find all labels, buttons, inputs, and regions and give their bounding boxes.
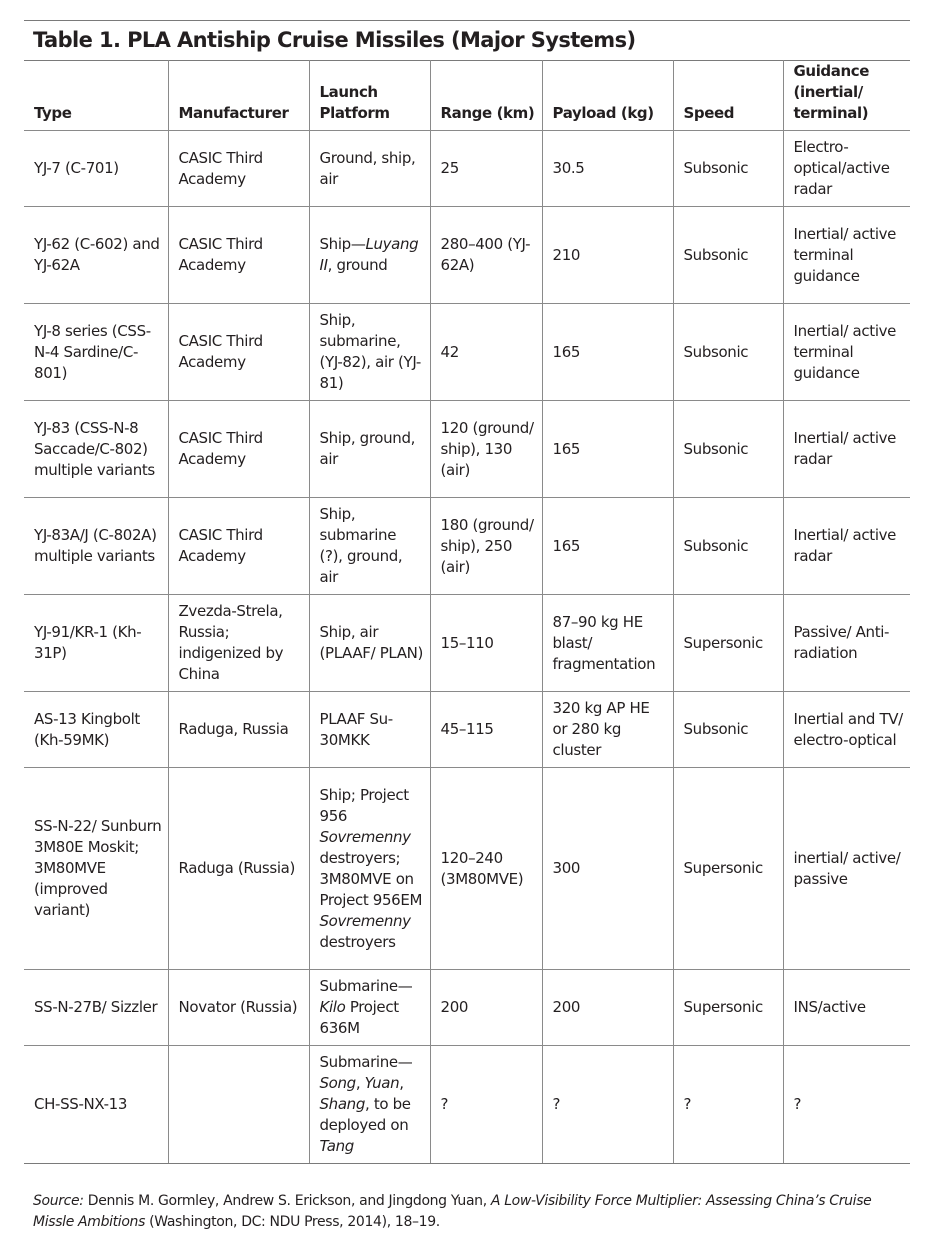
cell-launch-platform: [309, 304, 430, 401]
text-segment: Submarine—: [319, 977, 413, 995]
source-note: [33, 1191, 913, 1233]
cell-type-text: SS-N-27B/ Sizzler: [34, 998, 158, 1016]
cell-guidance: [783, 498, 910, 595]
table-row: [24, 768, 910, 970]
cell-speed-text: Supersonic: [683, 859, 763, 877]
cell-launch-platform: [309, 498, 430, 595]
cell-manufacturer-text: CASIC Third Academy: [178, 235, 263, 274]
text-segment: destroyers: [319, 932, 396, 951]
cell-payload-text: 165: [552, 439, 581, 458]
italic-name: Kilo: [319, 998, 346, 1016]
cell-speed-text: Subsonic: [683, 245, 749, 264]
text-segment: Project 636M: [319, 998, 399, 1037]
cell-guidance: [783, 692, 910, 768]
text-segment: Ship—: [319, 235, 366, 253]
cell-payload-text: 165: [552, 536, 581, 555]
table-row: [24, 131, 910, 207]
header-row: [24, 61, 910, 131]
cell-range-text: 42: [440, 342, 459, 361]
cell-range-text: 180 (ground/ ship), 250 (air): [440, 515, 534, 576]
text-segment: ,: [399, 1074, 404, 1092]
cell-launch-platform-text: [320, 1052, 424, 1157]
cell-type: [24, 970, 168, 1046]
cell-type: [24, 207, 168, 304]
column-header-payload: Payload (kg): [542, 61, 673, 131]
cell-speed-text: Subsonic: [683, 536, 749, 555]
italic-name: Sovremenny: [319, 911, 411, 930]
table-row: [24, 498, 910, 595]
cell-manufacturer: [168, 498, 309, 595]
cell-manufacturer: [168, 207, 309, 304]
text-segment: ,: [355, 1074, 365, 1092]
cell-manufacturer: [168, 970, 309, 1046]
table-row: [24, 1046, 910, 1164]
table-row: [24, 692, 910, 768]
column-header-launch-platform: Launch Platform: [309, 61, 430, 131]
cell-payload: [542, 970, 673, 1046]
cell-manufacturer: [168, 131, 309, 207]
cell-launch-platform: [309, 131, 430, 207]
text-segment: , ground: [327, 256, 388, 274]
cell-speed: [673, 131, 783, 207]
cell-speed-text: Supersonic: [683, 633, 763, 652]
cell-guidance: [783, 1046, 910, 1164]
cell-manufacturer-text: Novator (Russia): [178, 998, 298, 1016]
cell-type-text: YJ-83 (CSS-N-8 Saccade/C-802) multiple variants: [34, 418, 155, 479]
text-segment: destroyers; 3M80MVE on Project 956EM: [319, 848, 423, 909]
cell-payload: [542, 768, 673, 970]
column-header-range: Range (km): [430, 61, 542, 131]
table-row: [24, 595, 910, 692]
cell-guidance-text: Passive/ Anti-radiation: [793, 623, 890, 662]
cell-type-text: SS-N-22/ Sunburn 3M80E Moskit; 3M80MVE (improved variant): [34, 817, 162, 919]
cell-manufacturer: [168, 692, 309, 768]
cell-payload: [542, 207, 673, 304]
cell-manufacturer: [168, 1046, 309, 1164]
cell-launch-platform: [309, 692, 430, 768]
italic-name: Song: [319, 1074, 356, 1092]
cell-launch-platform-text: [320, 234, 424, 276]
table-row: [24, 304, 910, 401]
cell-payload-text: 300: [552, 859, 581, 877]
cell-guidance-text: inertial/ active/ passive: [793, 848, 901, 888]
cell-payload: [542, 692, 673, 768]
cell-range-text: 120–240 (3M80MVE): [440, 848, 524, 888]
cell-guidance-text: INS/active: [793, 998, 866, 1016]
cell-range-text: 280–400 (YJ-62A): [440, 235, 531, 274]
cell-guidance-text: Inertial/ active radar: [793, 429, 897, 468]
cell-speed: [673, 692, 783, 768]
column-header-guidance: Guidance (inertial/ terminal): [783, 61, 910, 131]
column-header-type: Type: [24, 61, 168, 131]
cell-payload: [542, 498, 673, 595]
cell-launch-platform-text: Ship, ground, air: [319, 429, 416, 468]
cell-range: [430, 1046, 542, 1164]
cell-range: [430, 692, 542, 768]
cell-type: [24, 1046, 168, 1164]
cell-speed-text: Subsonic: [683, 439, 749, 458]
cell-guidance-text: Inertial and TV/ electro-optical: [793, 709, 903, 749]
cell-range-text: 200: [440, 998, 469, 1016]
cell-guidance-text: Inertial/ active terminal guidance: [793, 321, 897, 382]
cell-range: [430, 131, 542, 207]
cell-range-text: 25: [440, 159, 459, 177]
cell-speed-text: Subsonic: [683, 159, 749, 177]
cell-range: [430, 498, 542, 595]
cell-launch-platform-text: Ship, submarine, (YJ-82), air (YJ-81): [319, 311, 421, 392]
cell-guidance: [783, 207, 910, 304]
cell-type: [24, 304, 168, 401]
text-segment: Ship; Project 956: [319, 785, 409, 825]
italic-name: Luyang II: [319, 235, 419, 274]
cell-payload: [542, 401, 673, 498]
cell-payload-text: 87–90 kg HE blast/ fragmentation: [552, 612, 656, 673]
italic-name: Shang: [319, 1095, 365, 1113]
cell-range-text: 45–115: [440, 720, 494, 738]
cell-type: [24, 498, 168, 595]
cell-speed-text: ?: [683, 1095, 692, 1113]
cell-speed-text: Supersonic: [683, 998, 763, 1016]
cell-launch-platform: [309, 970, 430, 1046]
table-row: [24, 207, 910, 304]
cell-manufacturer-text: Zvezda-Strela, Russia; indigenized by China: [178, 602, 284, 683]
cell-type: [24, 595, 168, 692]
cell-manufacturer: [168, 768, 309, 970]
table-title: Table 1. PLA Antiship Cruise Missiles (Major Systems): [33, 28, 636, 52]
missile-table: [24, 60, 910, 1164]
cell-range: [430, 304, 542, 401]
cell-payload-text: 30.5: [552, 159, 585, 177]
cell-range: [430, 970, 542, 1046]
cell-guidance: [783, 595, 910, 692]
cell-range: [430, 768, 542, 970]
cell-type: [24, 692, 168, 768]
source-work-title: A Low-Visibility Force Multiplier: Assessing China’s Cruise Missle Ambitions: [33, 1193, 872, 1230]
cell-manufacturer-text: CASIC Third Academy: [178, 148, 263, 188]
text-segment: Submarine—: [319, 1053, 413, 1071]
cell-launch-platform: [309, 401, 430, 498]
cell-manufacturer: [168, 595, 309, 692]
cell-speed: [673, 207, 783, 304]
text-segment: , to be deployed on: [319, 1095, 411, 1134]
cell-launch-platform-text: PLAAF Su-30MKK: [319, 709, 393, 749]
cell-type-text: YJ-8 series (CSS-N-4 Sardine/C-801): [34, 321, 151, 382]
cell-launch-platform: [309, 595, 430, 692]
cell-speed: [673, 401, 783, 498]
cell-guidance: [783, 131, 910, 207]
column-header-speed: Speed: [673, 61, 783, 131]
cell-type-text: YJ-62 (C-602) and YJ-62A: [34, 235, 160, 274]
top-rule: [24, 20, 910, 21]
cell-speed: [673, 1046, 783, 1164]
cell-guidance-text: ?: [793, 1095, 802, 1113]
cell-guidance: [783, 304, 910, 401]
table-row: [24, 970, 910, 1046]
italic-name: Tang: [319, 1137, 354, 1155]
source-label: Source:: [33, 1193, 84, 1209]
cell-speed: [673, 304, 783, 401]
cell-type-text: YJ-83A/J (C-802A) multiple variants: [34, 526, 157, 565]
source-authors: Dennis M. Gormley, Andrew S. Erickson, and Jingdong Yuan,: [83, 1193, 491, 1209]
cell-launch-platform: [309, 207, 430, 304]
cell-payload-text: ?: [552, 1095, 561, 1113]
cell-payload: [542, 595, 673, 692]
cell-manufacturer: [168, 401, 309, 498]
cell-guidance-text: Inertial/ active terminal guidance: [793, 224, 897, 285]
cell-manufacturer: [168, 304, 309, 401]
cell-speed: [673, 498, 783, 595]
cell-launch-platform-text: [320, 976, 424, 1039]
cell-manufacturer-text: Raduga (Russia): [178, 859, 295, 877]
cell-range-text: ?: [440, 1095, 449, 1113]
cell-range: [430, 595, 542, 692]
table-body: [24, 131, 910, 1164]
cell-type: [24, 768, 168, 970]
cell-guidance: [783, 970, 910, 1046]
cell-launch-platform-text: [320, 785, 424, 953]
cell-payload: [542, 131, 673, 207]
cell-manufacturer-text: Raduga, Russia: [178, 720, 289, 738]
cell-launch-platform-text: Ship, submarine (?), ground, air: [319, 505, 403, 586]
cell-speed: [673, 595, 783, 692]
cell-range-text: 15–110: [440, 633, 494, 652]
cell-guidance-text: Electro-optical/active radar: [793, 138, 890, 198]
cell-manufacturer-text: CASIC Third Academy: [178, 526, 263, 565]
cell-launch-platform: [309, 768, 430, 970]
cell-speed-text: Subsonic: [683, 342, 749, 361]
cell-launch-platform-text: Ground, ship, air: [319, 148, 416, 188]
cell-launch-platform-text: Ship, air (PLAAF/ PLAN): [319, 623, 424, 662]
cell-payload-text: 200: [552, 998, 581, 1016]
cell-type-text: YJ-7 (C-701): [34, 159, 119, 177]
cell-launch-platform: [309, 1046, 430, 1164]
source-publication: (Washington, DC: NDU Press, 2014), 18–19.: [145, 1214, 440, 1230]
cell-guidance: [783, 768, 910, 970]
cell-speed: [673, 970, 783, 1046]
cell-speed: [673, 768, 783, 970]
cell-payload-text: 210: [552, 245, 581, 264]
column-header-manufacturer: Manufacturer: [168, 61, 309, 131]
cell-payload: [542, 1046, 673, 1164]
cell-type-text: AS-13 Kingbolt (Kh-59MK): [34, 709, 140, 749]
cell-manufacturer-text: CASIC Third Academy: [178, 332, 263, 371]
cell-type-text: CH-SS-NX-13: [34, 1095, 128, 1113]
cell-range-text: 120 (ground/ ship), 130 (air): [440, 418, 534, 479]
cell-type: [24, 401, 168, 498]
cell-payload-text: 165: [552, 342, 581, 361]
cell-guidance: [783, 401, 910, 498]
cell-speed-text: Subsonic: [683, 720, 749, 738]
table-row: [24, 401, 910, 498]
cell-manufacturer-text: CASIC Third Academy: [178, 429, 263, 468]
cell-payload: [542, 304, 673, 401]
italic-name: Yuan: [364, 1074, 400, 1092]
cell-type-text: YJ-91/KR-1 (Kh-31P): [34, 623, 142, 662]
cell-payload-text: 320 kg AP HE or 280 kg cluster: [552, 699, 650, 759]
cell-type: [24, 131, 168, 207]
cell-range: [430, 207, 542, 304]
cell-guidance-text: Inertial/ active radar: [793, 526, 897, 565]
cell-range: [430, 401, 542, 498]
italic-name: Sovremenny: [319, 827, 411, 846]
